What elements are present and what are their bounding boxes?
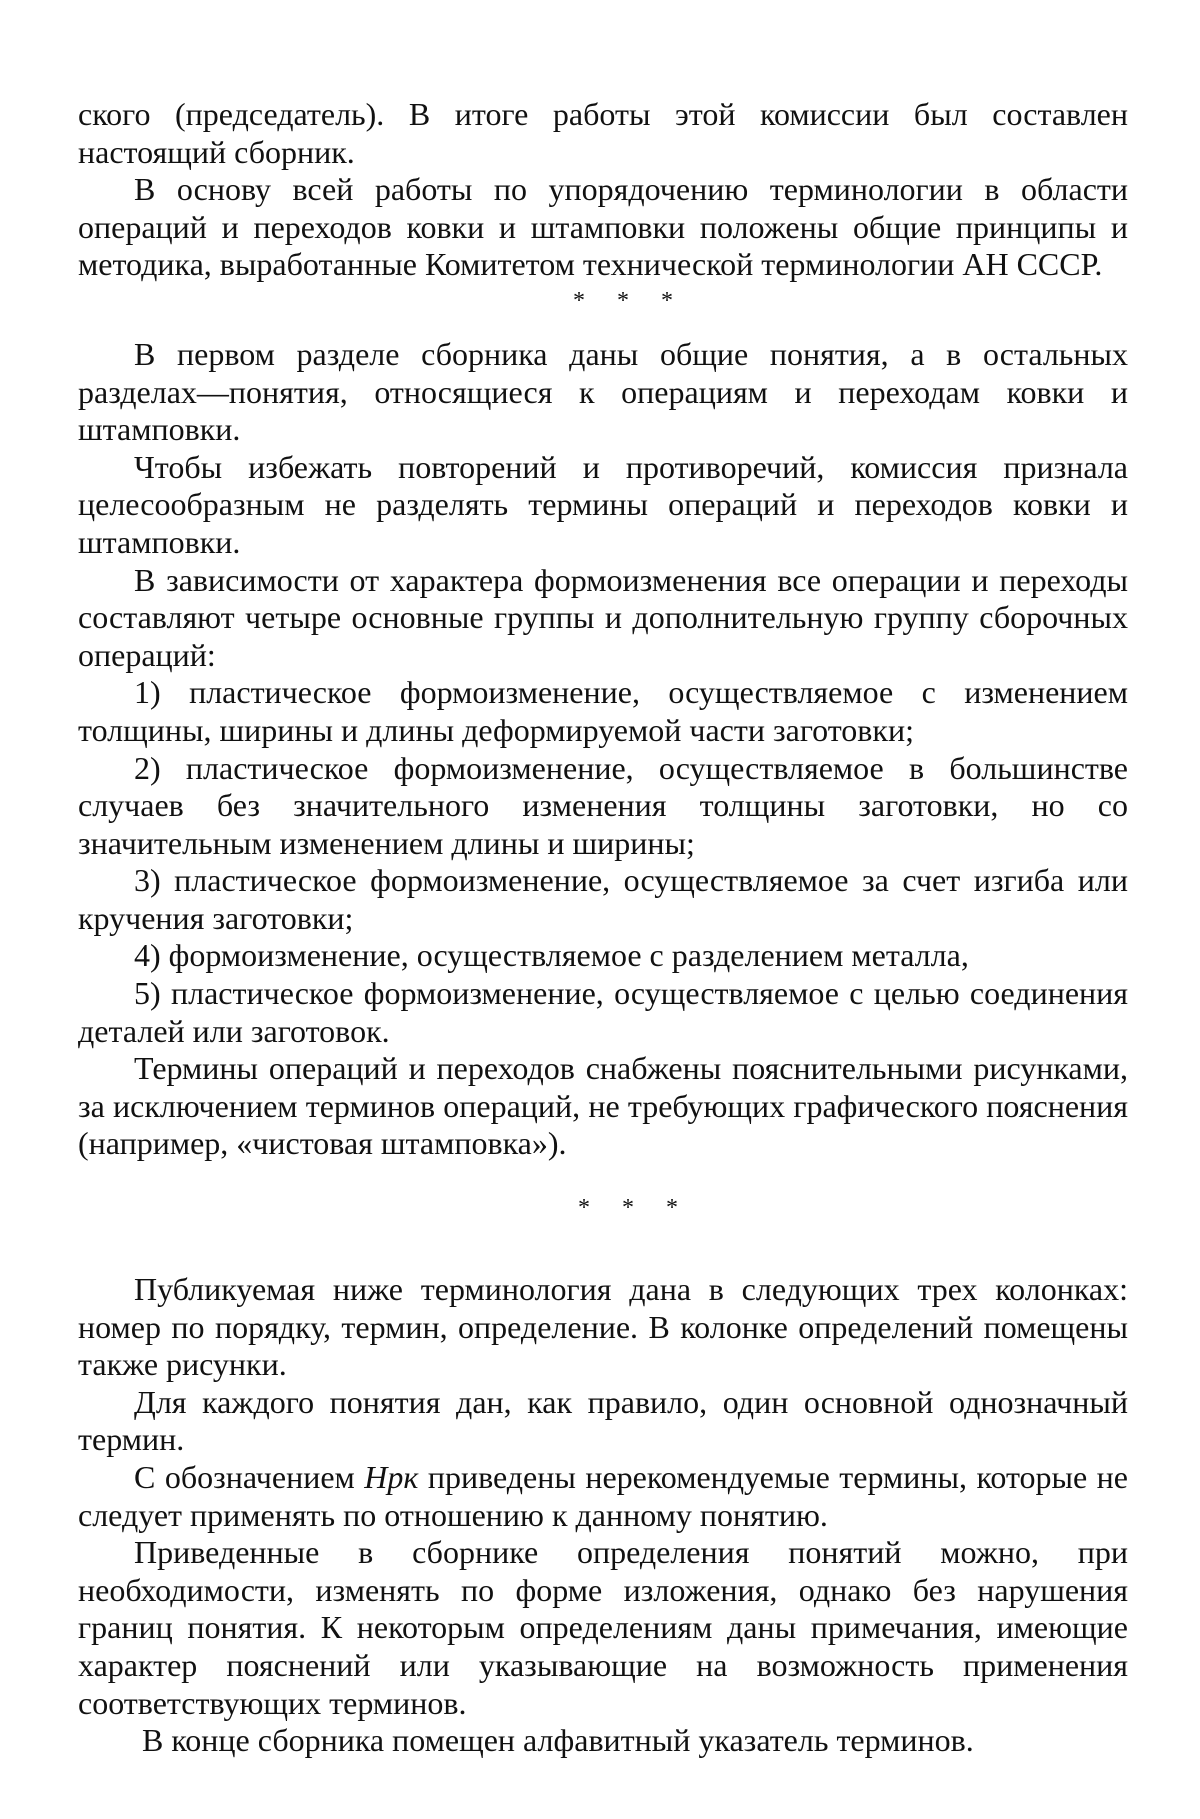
paragraph-repetitions: Чтобы избежать повторений и противоречий, комиссия признала целесообразным не разделять термины операций и переходов ковки и штамповки. — [78, 449, 1128, 562]
nrk-abbreviation: Нрк — [364, 1459, 418, 1495]
nrk-prefix: С обозначением — [134, 1459, 364, 1495]
paragraph-index: В конце сборника помещен алфавитный указатель терминов. — [78, 1722, 1128, 1760]
paragraph-columns: Публикуемая ниже терминология дана в следующих трех колонках: номер по порядку, термин, определение. В колонке определений помещены также рисунки. — [78, 1271, 1128, 1384]
group-item-2: 2) пластическое формоизменение, осуществляемое в большинстве случаев без значительного изменения толщины заготовки, но со значительным изменением длины и ширины; — [78, 750, 1128, 863]
paragraph-nrk — [78, 1459, 1128, 1534]
section-separator-2: * * * — [78, 1193, 1128, 1223]
section-separator: * * * — [78, 286, 1128, 316]
group-item-3: 3) пластическое формоизменение, осуществляемое за счет изгиба или кручения заготовки; — [78, 862, 1128, 937]
nrk-suffix: приведены нерекомендуемые термины, которые не следует применять по отношению к данному понятию. — [78, 1459, 1128, 1533]
paragraph-sections: В первом разделе сборника даны общие понятия, а в остальных разделах—понятия, относящиеся к операциям и переходам ковки и штамповки. — [78, 336, 1128, 449]
paragraph-groups-intro: В зависимости от характера формоизменения все операции и переходы составляют четыре основные группы и дополнительную группу сборочных операций: — [78, 562, 1128, 675]
paragraph-principles: В основу всей работы по упорядочению терминологии в области операций и переходов ковки и штамповки положены общие принципы и методика, выработанные Комитетом технической терминологии АН СССР. — [78, 171, 1128, 284]
group-item-1: 1) пластическое формоизменение, осуществляемое с изменением толщины, ширины и длины деформируемой части заготовки; — [78, 674, 1128, 749]
body-text — [78, 96, 1128, 1760]
paragraph-commission-continued: ского (председатель). В итоге работы этой комиссии был составлен настоящий сборник. — [78, 96, 1128, 171]
group-item-5: 5) пластическое формоизменение, осуществляемое с целью соединения деталей или заготовок. — [78, 975, 1128, 1050]
paragraph-illustrations: Термины операций и переходов снабжены пояснительными рисунками, за исключением терминов операций, не требующих графического пояснения (например, «чистовая штамповка»). — [78, 1050, 1128, 1163]
paragraph-single-term: Для каждого понятия дан, как правило, один основной однозначный термин. — [78, 1384, 1128, 1459]
group-item-4: 4) формоизменение, осуществляемое с разделением металла, — [78, 937, 1128, 975]
paragraph-definitions: Приведенные в сборнике определения понятий можно, при необходимости, изменять по форме изложения, однако без нарушения границ понятия. К некоторым определениям даны примечания, имеющие характер пояснений или указывающие на возможность применения соответствующих терминов. — [78, 1534, 1128, 1722]
document-page — [0, 0, 1200, 1819]
